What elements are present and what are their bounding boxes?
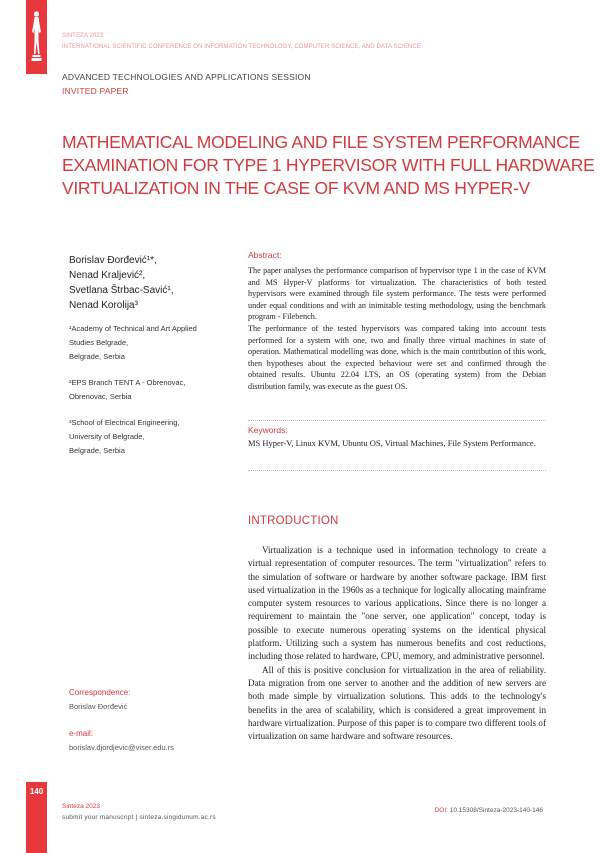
affiliation-line: Belgrade, Serbia xyxy=(69,352,125,361)
author: Borislav Đorđević¹*, xyxy=(69,255,157,266)
email-label: e-mail: xyxy=(69,729,94,738)
doi-label: DOI: xyxy=(434,807,448,814)
title-line: EXAMINATION FOR TYPE 1 HYPERVISOR WITH FULL HARDWARE xyxy=(62,155,595,175)
author: Svetlana Štrbac-Savić¹, xyxy=(69,285,174,296)
paper-type: INVITED PAPER xyxy=(62,86,129,96)
affiliation-line: Obrenovac, Serbia xyxy=(69,392,132,401)
affiliation-1 xyxy=(69,322,229,364)
statue-logo-icon xyxy=(31,10,42,66)
affiliation-line: ²EPS Branch TENT A - Obrenovac, xyxy=(69,378,186,387)
affiliation-line: ³School of Electrical Engineering, xyxy=(69,418,180,427)
conference-name: SINTEZA 2023 xyxy=(62,33,104,39)
correspondence-name: Borislav Đorđević xyxy=(69,702,128,711)
doi-value: 10.15308/Sinteza-2023-140-146 xyxy=(449,807,543,814)
keywords-label: Keywords: xyxy=(248,425,288,435)
author: Nenad Kraljević², xyxy=(69,270,146,281)
body-paragraph: All of this is positive conclusion for virtualization in the area of reliability. Data migration from one server to another and the addition of new servers are both made simple by virtualization solutions. This adds to the technology's benefits in the area of scalability, which is considered a great improvement in hardware virtualization. Purpose of this paper is to compare two different tools of virtualization on same hardware and software resources. xyxy=(248,664,546,742)
paper-title xyxy=(62,131,595,200)
abstract-text xyxy=(248,265,546,393)
divider xyxy=(248,470,546,471)
footer-doi[interactable] xyxy=(435,807,543,814)
conference-full-name: INTERNATIONAL SCIENTIFIC CONFERENCE ON INFORMATION TECHNOLOGY, COMPUTER SCIENCE, AND DATA SCIENCE xyxy=(62,44,421,50)
abstract-paragraph: The performance of the tested hypervisors was compared taking into account tests performed for a system with one, two and finally three virtual machines in state of operation. Mathematical modelling was done, which is the main contribution of this work, then hypotheses about the expected behaviour were set and confirmed through the obtained results. Ubuntu 22.04 LTS, an OS (operating system) from the Debian distribution family, was execute as the guest OS. xyxy=(248,323,546,391)
keywords-text: MS Hyper-V, Linux KVM, Ubuntu OS, Virtual Machines, File System Performance. xyxy=(248,438,536,448)
introduction-heading: INTRODUCTION xyxy=(248,515,339,527)
footer-submit-link[interactable]: submit your manuscript | sinteza.singidunum.ac.rs xyxy=(62,814,216,821)
page-number: 140 xyxy=(29,787,44,796)
affiliation-line: ¹Academy of Technical and Art Applied xyxy=(69,324,197,333)
correspondence-label: Correspondence: xyxy=(69,688,131,697)
title-line: MATHEMATICAL MODELING AND FILE SYSTEM PERFORMANCE xyxy=(62,132,580,152)
divider xyxy=(248,420,546,421)
author-list xyxy=(69,253,174,313)
body-paragraph: Virtualization is a technique used in information technology to create a virtual representation of computer resources. The term "virtualization" refers to the simulation of software or hardware by another software package. IBM first used virtualization in the 1960s as a technique for logically allocating mainframe computer system resources to various applications. Since there is no longer a requirement to maintain the "one server, one application" concept, today is possible to execute numerous operating systems on the identical physical platform. Utilizing such a system has numerous benefits and cost reductions, including those related to hardware, CPU, memory, and administrative personnel. xyxy=(248,545,546,662)
author: Nenad Korolija³ xyxy=(69,300,138,311)
affiliation-line: Studies Belgrade, xyxy=(69,338,129,347)
abstract-label: Abstract: xyxy=(248,250,282,260)
title-line: VIRTUALIZATION IN THE CASE OF KVM AND MS HYPER-V xyxy=(62,178,530,198)
abstract-paragraph: The paper analyses the performance comparison of hypervisor type 1 in the case of KVM and MS Hyper-V platforms for virtualization. The characteristics of both tested hypervisors were examined through file system performance. The tests were performed under equal conditions and with an inimitable testing methodology, using the benchmark program - Filebench. xyxy=(248,266,546,322)
introduction-body xyxy=(248,544,546,743)
footer-conference: Sinteza 2023 xyxy=(62,803,100,810)
session-name: ADVANCED TECHNOLOGIES AND APPLICATIONS SESSION xyxy=(62,72,311,82)
affiliation-line: University of Belgrade, xyxy=(69,432,145,441)
affiliation-3 xyxy=(69,416,229,458)
affiliation-2 xyxy=(69,376,229,404)
email-address[interactable]: borislav.djordjevic@viser.edu.rs xyxy=(69,743,175,752)
affiliation-line: Belgrade, Serbia xyxy=(69,446,125,455)
